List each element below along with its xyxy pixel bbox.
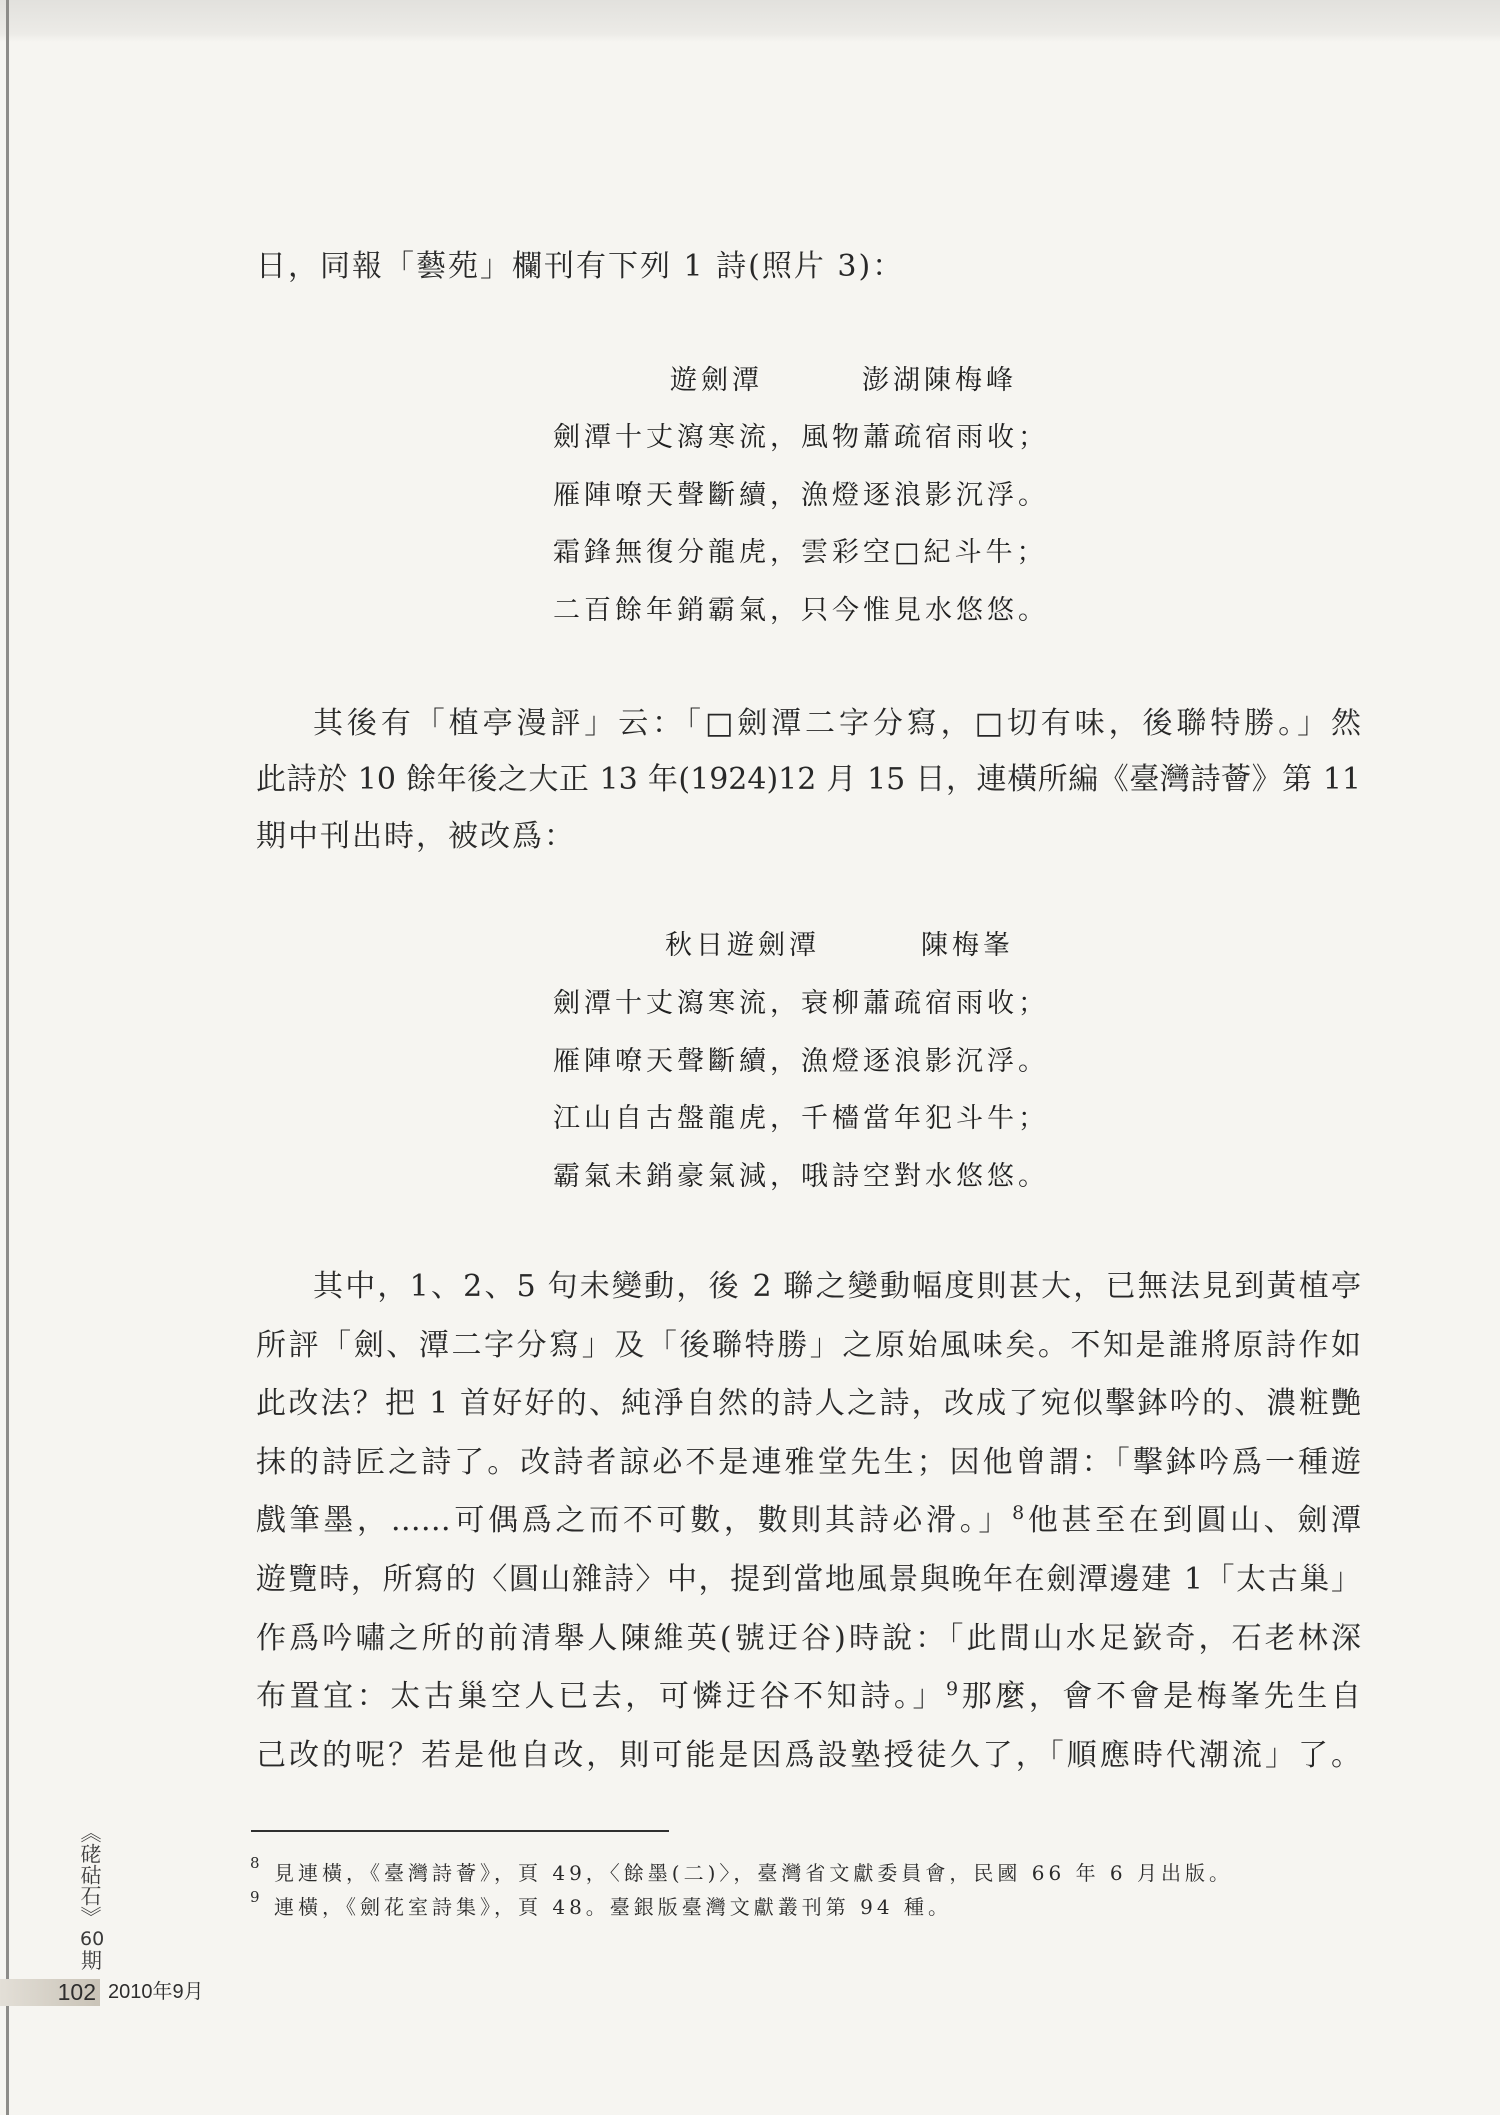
page-number: 102 [57,1979,96,2005]
footnote-number: 9 [250,1888,260,1906]
footnote-reference: 8 [1012,1502,1025,1524]
issue-number: 60 [80,1928,105,1950]
poem-line: 劍潭十丈瀉寒流，風物蕭疏宿雨收； [553,422,1049,453]
footnote-text: 見連橫，《臺灣詩薈》，頁 49，〈餘墨(二)〉，臺灣省文獻委員會，民國 66 年 6 月出版。 [274,1861,1234,1885]
paragraph-line: 其中，1、2、5 句未變動，後 2 聯之變動幅度則甚大，已無法見到黃植亭 [313,1269,1361,1304]
paragraph-line: 作爲吟嘯之所的前清舉人陳維英(號迂谷)時說：「此間山水足嶔奇，石老林深 [256,1621,1361,1656]
line-text: 布置宜：太古巢空人已去，可憐迂谷不知詩。」 [256,1679,947,1714]
poem-line: 劍潭十丈瀉寒流，衰柳蕭疏宿雨收； [553,988,1049,1019]
footnote-reference: 9 [946,1678,959,1700]
paragraph-line: 期中刊出時，被改爲： [256,819,576,854]
paragraph-line: 所評「劍、潭二字分寫」及「後聯特勝」之原始風味矣。不知是誰將原詩作如 [256,1328,1361,1363]
line-text: 那麼，會不會是梅峯先生自 [958,1679,1361,1714]
intro-line: 日，同報「藝苑」欄刊有下列 1 詩(照片 3)： [256,249,905,284]
scan-left-edge [6,0,9,2115]
paragraph-line: 己改的呢？若是他自改，則可能是因爲設塾授徒久了，「順應時代潮流」了。 [256,1738,1361,1773]
paragraph-line: 此詩於 10 餘年後之大正 13 年(1924)12 月 15 日，連橫所編《臺灣詩薈》第 11 [256,762,1361,797]
poem-line: 江山自古盤龍虎，千檣當年犯斗牛； [553,1103,1049,1134]
footnote-divider [251,1830,669,1832]
poem-line: 霜鋒無復分龍虎，雲彩空□紀斗牛； [553,537,1048,568]
scan-top-band [0,0,1500,42]
line-text: 戲筆墨，……可偶爲之而不可數，數則其詩必滑。」 [256,1503,1013,1538]
poem-title: 遊劍潭 [670,365,763,396]
poem-line: 雁陣嘹天聲斷續，漁燈逐浪影沉浮。 [553,1046,1049,1077]
paragraph-line: 抹的詩匠之詩了。改詩者諒必不是連雅堂先生；因他曾謂：「擊鉢吟爲一種遊 [256,1445,1361,1480]
paragraph-line: 遊覽時，所寫的〈圓山雜詩〉中，提到當地風景與晚年在劍潭邊建 1「太古巢」 [256,1562,1361,1597]
poem-author: 陳梅峯 [921,930,1014,961]
issue-unit: 期 [81,1949,102,1973]
paragraph-line [256,1677,1361,1717]
footnote-number: 8 [250,1854,260,1872]
paragraph-line [256,1501,1361,1541]
paragraph-line: 此改法？把 1 首好好的、純淨自然的詩人之詩，改成了宛似擊鉢吟的、濃粧艷 [256,1386,1361,1421]
paragraph-line: 其後有「植亭漫評」云：「□劍潭二字分寫，□切有味，後聯特勝。」然 [313,706,1361,741]
line-text: 他甚至在到圓山、劍潭 [1024,1503,1361,1538]
page-number-box [0,1979,100,2006]
footnote-text: 連橫，《劍花室詩集》，頁 48。臺銀版臺灣文獻叢刊第 94 種。 [274,1895,952,1919]
poem-line: 二百餘年銷霸氣，只今惟見水悠悠。 [553,595,1049,626]
poem-line: 雁陣嘹天聲斷續，漁燈逐浪影沉浮。 [553,480,1049,511]
journal-title: 《硓𥑮石》 [78,1822,102,1927]
issue-date: 2010年9月 [108,1981,204,2003]
poem-author: 澎湖陳梅峰 [862,365,1017,396]
poem-line: 霸氣未銷豪氣減，哦詩空對水悠悠。 [553,1161,1049,1192]
poem-title: 秋日遊劍潭 [665,930,820,961]
